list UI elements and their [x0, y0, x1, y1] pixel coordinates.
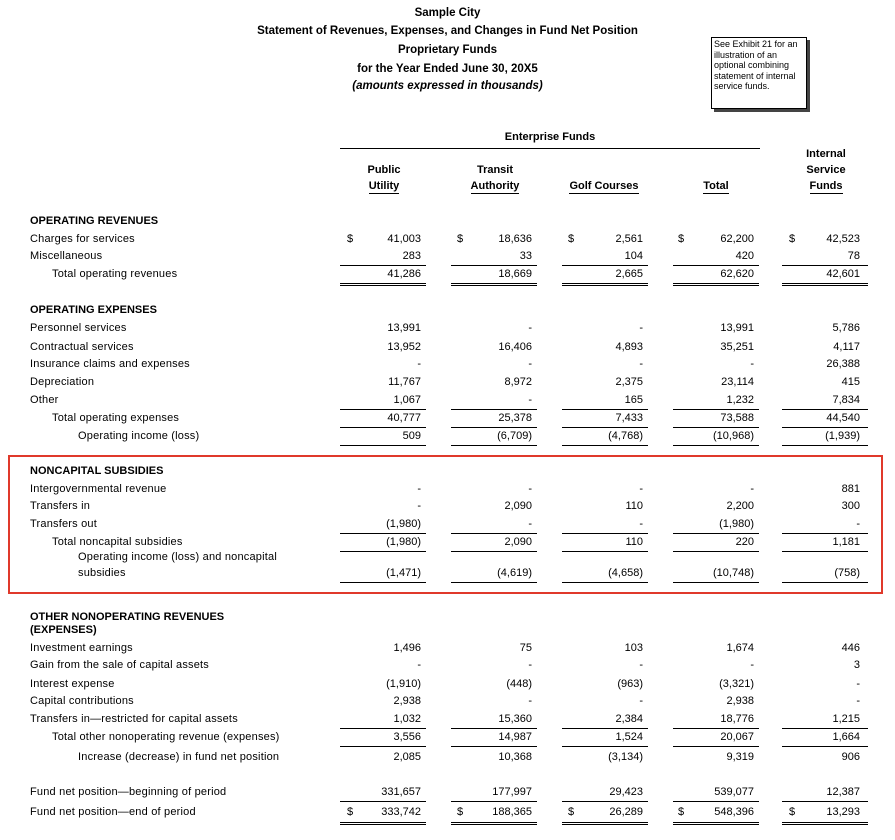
underline	[451, 801, 537, 802]
underline	[782, 801, 868, 802]
row-label: Capital contributions	[30, 695, 134, 707]
underline	[562, 265, 648, 266]
cell-value: 18,776	[720, 713, 754, 725]
enterprise-funds-title: Enterprise Funds	[504, 131, 596, 143]
cell-value: 165	[624, 394, 643, 406]
cell-value: -	[417, 483, 421, 495]
cell-value: 12,387	[826, 786, 860, 798]
cell-value: -	[856, 678, 860, 690]
cell-value: -	[639, 518, 643, 530]
cell-value: 9,319	[726, 751, 754, 763]
double-underline	[673, 822, 759, 825]
row-label: Increase (decrease) in fund net position	[78, 751, 280, 763]
col-header-public-utility: Public Utility	[367, 164, 401, 192]
cell-value: (1,980)	[719, 518, 754, 530]
underline	[673, 582, 759, 583]
underline	[340, 728, 426, 729]
cell-value: 20,067	[720, 731, 754, 743]
row-label: Total noncapital subsidies	[52, 536, 183, 548]
table-row	[0, 731, 895, 747]
row-label: Intergovernmental revenue	[30, 483, 167, 495]
cell-value: (6,709)	[497, 430, 532, 442]
table-row	[0, 751, 895, 767]
cell-value: (1,980)	[386, 518, 421, 530]
row-label: Insurance claims and expenses	[30, 358, 190, 370]
cell-value: -	[528, 483, 532, 495]
cell-value: -	[528, 659, 532, 671]
cell-value: -	[417, 358, 421, 370]
cell-value: 7,834	[832, 394, 860, 406]
cell-value: 1,181	[832, 536, 860, 548]
cell-value: 41,003	[387, 233, 421, 245]
report-entity: Sample City	[414, 7, 481, 19]
currency-sign: $	[568, 806, 575, 818]
cell-value: 62,620	[720, 268, 754, 280]
cell-value: 26,388	[826, 358, 860, 370]
cell-value: 1,664	[832, 731, 860, 743]
row-label: Transfers in	[30, 500, 91, 512]
underline	[562, 801, 648, 802]
cell-value: (4,619)	[497, 567, 532, 579]
table-row	[0, 695, 895, 711]
cell-value: 177,997	[492, 786, 532, 798]
underline	[451, 582, 537, 583]
row-label: Gain from the sale of capital assets	[30, 659, 210, 671]
section-title-line: (EXPENSES)	[30, 624, 97, 636]
underline	[673, 746, 759, 747]
underline	[562, 427, 648, 428]
underline	[782, 728, 868, 729]
table-row	[0, 250, 895, 266]
cell-value: 29,423	[609, 786, 643, 798]
report-title: Statement of Revenues, Expenses, and Changes in Fund Net Position	[257, 25, 638, 37]
table-row	[0, 567, 895, 583]
underline	[451, 533, 537, 534]
cell-value: 906	[841, 751, 860, 763]
report-subtitle: Proprietary Funds	[397, 44, 498, 56]
cell-value: 4,117	[833, 341, 860, 353]
currency-sign: $	[678, 806, 685, 818]
cell-value: -	[750, 659, 754, 671]
table-row	[0, 678, 895, 694]
underline	[782, 409, 868, 410]
double-underline	[340, 283, 426, 286]
underline	[340, 265, 426, 266]
table-row	[0, 394, 895, 410]
cell-value: 1,674	[726, 642, 754, 654]
cell-value: 881	[841, 483, 860, 495]
underline	[673, 728, 759, 729]
cell-value: 509	[402, 430, 421, 442]
cell-value: 420	[735, 250, 754, 262]
cell-value: -	[639, 483, 643, 495]
underline	[782, 746, 868, 747]
underline	[451, 445, 537, 446]
table-row	[0, 642, 895, 658]
cell-value: 8,972	[504, 376, 532, 388]
table-row	[0, 358, 895, 374]
col-header-transit-authority: Transit Authority	[470, 164, 520, 192]
cell-value: 7,433	[615, 412, 643, 424]
cell-value: -	[639, 659, 643, 671]
cell-value: 2,384	[615, 713, 643, 725]
cell-value: -	[639, 695, 643, 707]
cell-value: 78	[847, 250, 860, 262]
cell-value: 2,375	[615, 376, 643, 388]
cell-value: 2,938	[726, 695, 754, 707]
cell-value: 1,067	[393, 394, 421, 406]
enterprise-funds-rule	[340, 148, 760, 149]
cell-value: (4,768)	[608, 430, 643, 442]
row-label: Miscellaneous	[30, 250, 103, 262]
cell-value: -	[528, 322, 532, 334]
cell-value: 283	[402, 250, 421, 262]
underline	[340, 409, 426, 410]
cell-value: 13,952	[387, 341, 421, 353]
underline	[673, 409, 759, 410]
underline	[340, 533, 426, 534]
row-label: Total operating expenses	[52, 412, 180, 424]
cell-value: 62,200	[720, 233, 754, 245]
cell-value: 40,777	[387, 412, 421, 424]
cell-value: -	[639, 358, 643, 370]
double-underline	[562, 283, 648, 286]
underline	[340, 582, 426, 583]
cell-value: 13,991	[720, 322, 754, 334]
underline	[340, 746, 426, 747]
section-noncapital-subsidies: NONCAPITAL SUBSIDIES	[30, 465, 164, 477]
cell-value: 14,987	[498, 731, 532, 743]
cell-value: -	[856, 518, 860, 530]
cell-value: 13,991	[387, 322, 421, 334]
cell-value: 2,665	[615, 268, 643, 280]
double-underline	[673, 283, 759, 286]
cell-value: 35,251	[720, 341, 754, 353]
cell-value: (448)	[506, 678, 532, 690]
cell-value: 16,406	[498, 341, 532, 353]
underline	[562, 582, 648, 583]
cell-value: (1,471)	[386, 567, 421, 579]
cell-value: 18,669	[498, 268, 532, 280]
cell-value: -	[528, 358, 532, 370]
cell-value: 73,588	[720, 412, 754, 424]
cell-value: 188,365	[492, 806, 532, 818]
row-label: Contractual services	[30, 341, 134, 353]
underline	[673, 801, 759, 802]
table-row	[0, 483, 895, 499]
table-row	[0, 376, 895, 392]
double-underline	[340, 822, 426, 825]
underline	[673, 533, 759, 534]
cell-value: 25,378	[498, 412, 532, 424]
table-row	[0, 322, 895, 338]
row-label: Personnel services	[30, 322, 127, 334]
underline	[340, 801, 426, 802]
cell-value: 75	[519, 642, 532, 654]
currency-sign: $	[789, 806, 796, 818]
cell-value: -	[639, 322, 643, 334]
double-underline	[451, 822, 537, 825]
cell-value: (3,321)	[719, 678, 754, 690]
col-header-total: Total	[703, 180, 729, 192]
cell-value: 110	[625, 500, 643, 512]
cell-value: -	[417, 659, 421, 671]
cell-value: 41,286	[387, 268, 421, 280]
cell-value: -	[750, 358, 754, 370]
table-row	[0, 713, 895, 729]
currency-sign: $	[789, 233, 796, 245]
row-label: Transfers in—restricted for capital assets	[30, 713, 238, 725]
table-row	[0, 412, 895, 428]
cell-value: 103	[624, 642, 643, 654]
col-header-golf-courses: Golf Courses	[569, 180, 639, 192]
exhibit-note: See Exhibit 21 for an illustration of an optional combining statement of internal service funds.	[711, 37, 807, 109]
cell-value: 104	[624, 250, 643, 262]
underline	[562, 746, 648, 747]
underline	[562, 728, 648, 729]
underline	[673, 427, 759, 428]
cell-value: (1,939)	[825, 430, 860, 442]
section-operating-revenues: OPERATING REVENUES	[30, 215, 159, 227]
cell-value: 11,767	[388, 376, 421, 388]
currency-sign: $	[457, 806, 464, 818]
cell-value: (3,134)	[608, 751, 643, 763]
table-row	[0, 233, 895, 249]
cell-value: 4,893	[615, 341, 643, 353]
cell-value: 33	[519, 250, 532, 262]
underline	[451, 265, 537, 266]
cell-value: 44,540	[826, 412, 860, 424]
cell-value: 26,289	[609, 806, 643, 818]
cell-value: -	[856, 695, 860, 707]
cell-value: (10,748)	[713, 567, 754, 579]
underline	[562, 445, 648, 446]
cell-value: 5,786	[832, 322, 860, 334]
table-row	[0, 500, 895, 516]
row-label: subsidies	[78, 567, 126, 579]
underline	[562, 533, 648, 534]
currency-sign: $	[678, 233, 685, 245]
row-label: Depreciation	[30, 376, 95, 388]
table-row	[0, 786, 895, 802]
underline	[782, 533, 868, 534]
underline	[451, 746, 537, 747]
underline	[673, 265, 759, 266]
underline	[451, 427, 537, 428]
cell-value: 415	[841, 376, 860, 388]
cell-value: (4,658)	[608, 567, 643, 579]
cell-value: 2,561	[615, 233, 643, 245]
cell-value: 18,636	[498, 233, 532, 245]
cell-value: 3,556	[393, 731, 421, 743]
cell-value: 446	[841, 642, 860, 654]
cell-value: (758)	[834, 567, 860, 579]
underline	[782, 582, 868, 583]
report-period: for the Year Ended June 30, 20X5	[357, 63, 538, 75]
table-row	[0, 806, 895, 822]
underline	[340, 427, 426, 428]
cell-value: 1,496	[393, 642, 421, 654]
table-row	[0, 659, 895, 675]
currency-sign: $	[347, 806, 354, 818]
row-label: Fund net position—end of period	[30, 806, 196, 818]
row-label: Transfers out	[30, 518, 97, 530]
cell-value: 331,657	[381, 786, 421, 798]
row-label: Other	[30, 394, 59, 406]
cell-value: 2,090	[504, 536, 532, 548]
cell-value: 539,077	[714, 786, 754, 798]
cell-value: -	[528, 695, 532, 707]
cell-value: 333,742	[381, 806, 421, 818]
cell-value: 220	[735, 536, 754, 548]
report-units: (amounts expressed in thousands)	[352, 80, 543, 92]
cell-value: (1,980)	[386, 536, 421, 548]
table-row	[0, 268, 895, 284]
cell-value: -	[528, 394, 532, 406]
cell-value: 2,090	[504, 500, 532, 512]
cell-value: 1,215	[832, 713, 860, 725]
row-label: Interest expense	[30, 678, 115, 690]
cell-value: 13,293	[826, 806, 860, 818]
cell-value: 42,523	[826, 233, 860, 245]
currency-sign: $	[457, 233, 464, 245]
underline	[451, 728, 537, 729]
cell-value: 548,396	[714, 806, 754, 818]
cell-value: 1,524	[615, 731, 643, 743]
cell-value: 2,085	[393, 751, 421, 763]
row-label: Total operating revenues	[52, 268, 178, 280]
currency-sign: $	[347, 233, 354, 245]
underline	[562, 409, 648, 410]
row-label: Fund net position—beginning of period	[30, 786, 227, 798]
row-label: Operating income (loss) and noncapital	[78, 551, 277, 563]
cell-value: 3	[853, 659, 860, 671]
cell-value: (10,968)	[713, 430, 754, 442]
double-underline	[782, 283, 868, 286]
cell-value: 42,601	[826, 268, 860, 280]
col-header-internal-service-funds: Internal Service Funds	[806, 148, 846, 192]
table-row	[0, 430, 895, 446]
cell-value: 1,232	[726, 394, 754, 406]
underline	[782, 445, 868, 446]
section-title-line: OTHER NONOPERATING REVENUES	[30, 611, 225, 623]
row-label: Investment earnings	[30, 642, 133, 654]
cell-value: 110	[625, 536, 643, 548]
double-underline	[451, 283, 537, 286]
section-operating-expenses: OPERATING EXPENSES	[30, 304, 157, 316]
row-label: Charges for services	[30, 233, 135, 245]
cell-value: -	[528, 518, 532, 530]
cell-value: -	[750, 483, 754, 495]
table-row	[0, 551, 895, 567]
double-underline	[782, 822, 868, 825]
underline	[782, 427, 868, 428]
section-other-nonoperating	[30, 611, 224, 637]
double-underline	[562, 822, 648, 825]
cell-value: 300	[841, 500, 860, 512]
cell-value: 2,200	[726, 500, 754, 512]
underline	[340, 445, 426, 446]
cell-value: (1,910)	[386, 678, 421, 690]
underline	[673, 445, 759, 446]
table-row	[0, 536, 895, 552]
cell-value: 2,938	[393, 695, 421, 707]
cell-value: -	[417, 500, 421, 512]
table-row	[0, 518, 895, 534]
underline	[451, 409, 537, 410]
cell-value: (963)	[617, 678, 643, 690]
table-row	[0, 341, 895, 357]
row-label: Operating income (loss)	[78, 430, 200, 442]
cell-value: 1,032	[393, 713, 421, 725]
row-label: Total other nonoperating revenue (expenses)	[52, 731, 280, 743]
currency-sign: $	[568, 233, 575, 245]
cell-value: 10,368	[498, 751, 532, 763]
underline	[782, 265, 868, 266]
cell-value: 23,114	[721, 376, 754, 388]
cell-value: 15,360	[498, 713, 532, 725]
